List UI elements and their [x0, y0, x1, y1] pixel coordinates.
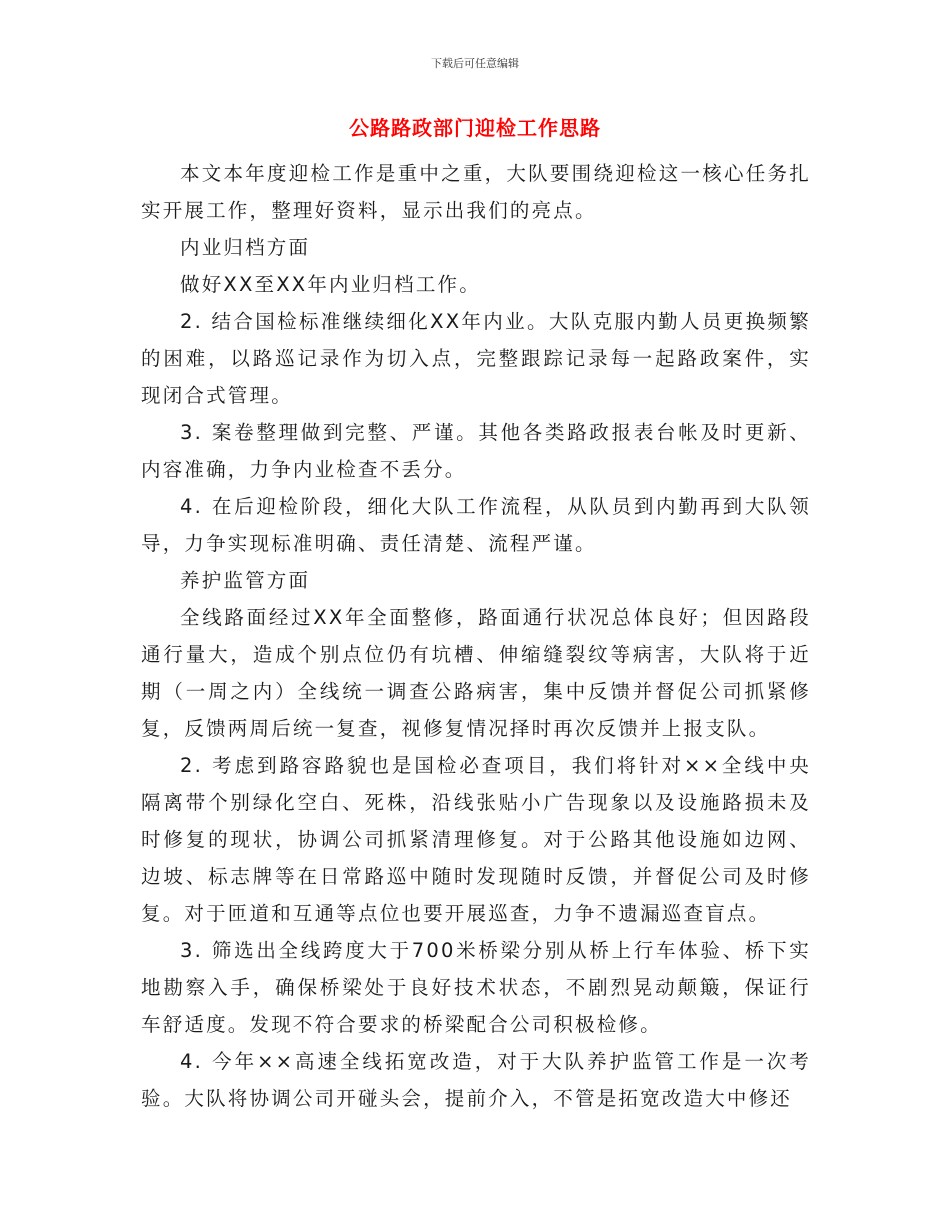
paragraph: 2. 考虑到路容路貌也是国检必查项目，我们将针对××全线中央隔离带个别绿化空白、死株，沿线张贴小广告现象以及设施路损未及时修复的现状，协调公司抓紧清理修复。对于公路其他设施如边网、边坡、标志牌等在日常路巡中随时发现随时反馈，并督促公司及时修复。对于匝道和互通等点位也要开展巡查，力争不遗漏巡查盲点。: [141, 754, 811, 925]
header-note: 下载后可任意编辑: [431, 57, 519, 70]
paragraph-intro: 本文本年度迎检工作是重中之重，大队要围绕迎检这一核心任务扎实开展工作，整理好资料，显示出我们的亮点。: [141, 162, 811, 222]
document-title: 公路路政部门迎检工作思路: [349, 116, 601, 140]
paragraph: 4. 今年××高速全线拓宽改造，对于大队养护监管工作是一次考验。大队将协调公司开碰头会，提前介入，不管是拓宽改造大中修还: [141, 1050, 811, 1110]
document-body: [141, 155, 811, 1117]
paragraph: 3. 案卷整理做到完整、严谨。其他各类路政报表台帐及时更新、内容准确，力争内业检查不丢分。: [141, 421, 811, 481]
paragraph: 3. 筛选出全线跨度大于700米桥梁分别从桥上行车体验、桥下实地勘察入手，确保桥梁处于良好技术状态，不剧烈晃动颠簸，保证行车舒适度。发现不符合要求的桥梁配合公司积极检修。: [141, 939, 811, 1036]
paragraph: 做好XX至XX年内业归档工作。: [180, 273, 481, 296]
paragraph: 2. 结合国检标准继续细化XX年内业。大队克服内勤人员更换频繁的困难，以路巡记录作为切入点，完整跟踪记录每一起路政案件，实现闭合式管理。: [141, 310, 811, 407]
paragraph: 全线路面经过XX年全面整修，路面通行状况总体良好；但因路段通行量大，造成个别点位仍有坑槽、伸缩缝裂纹等病害，大队将于近期（一周之内）全线统一调查公路病害，集中反馈并督促公司抓紧修复，反馈两周后统一复查，视修复情况择时再次反馈并上报支队。: [141, 606, 811, 740]
paragraph: 4. 在后迎检阶段，细化大队工作流程，从队员到内勤再到大队领导，力争实现标准明确、责任清楚、流程严谨。: [141, 495, 811, 555]
section-heading-maintenance-supervision: 养护监管方面: [180, 569, 311, 592]
section-heading-internal-archive: 内业归档方面: [180, 236, 311, 259]
